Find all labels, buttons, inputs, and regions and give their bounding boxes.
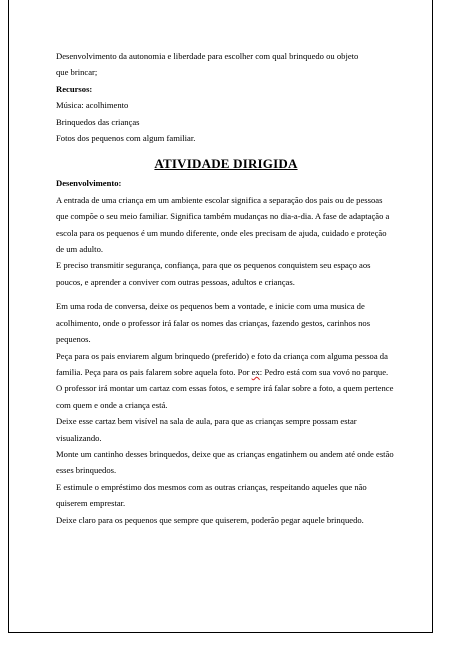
- spellcheck-mark: ex: [251, 366, 260, 377]
- paragraph-spacer: [56, 290, 396, 298]
- section-title: ATIVIDADE DIRIGIDA: [154, 156, 298, 172]
- paragraph-roda: Em uma roda de conversa, deixe os pequenos bem a vontade, e inicie com uma musica de acolhimento, onde o professor irá falar os nomes das crianças, fazendo gestos, carinhos nos pequenos.: [56, 301, 371, 345]
- recursos-heading: Recursos:: [56, 83, 93, 94]
- paragraph-brinquedo: [56, 348, 396, 381]
- paragraph-brinquedo-text: Peça para os pais enviarem algum brinquedo (preferido) e foto da criança com alguma pessoa da familia. Peça para os pais falarem sobre aquela foto. Por: [56, 350, 388, 377]
- paragraph-emprestimo: E estimule o empréstimo dos mesmos com as outras crianças, respeitando aqueles que não quiserem emprestar.: [56, 481, 367, 509]
- paragraph-seguranca: E preciso transmitir segurança, confiança, para que os pequenos conquistem seu espaço aos poucos, e aprender a conviver com outras pessoas, adultos e crianças.: [56, 260, 371, 287]
- document-body: [56, 48, 396, 528]
- objective-line-1: Desenvolvimento da autonomia e liberdade para escolher com qual brinquedo ou objeto: [56, 51, 359, 61]
- paragraph-brinquedo-text-end: : Pedro está com sua vovó no parque.: [259, 366, 389, 377]
- resource-item: Fotos dos pequenos com algum familiar.: [56, 133, 196, 144]
- development-heading: Desenvolvimento:: [56, 178, 122, 189]
- paragraph-cantinho: Monte um cantinho desses brinquedos, deixe que as crianças engatinhem ou andem até onde estão esses brinquedos.: [56, 448, 394, 476]
- resource-item: Brinquedos das crianças: [56, 116, 140, 127]
- paragraph-visivel: Deixe esse cartaz bem visível na sala de aula, para que as crianças sempre possam estar visualizando.: [56, 416, 357, 443]
- objective-line-2: que brincar;: [56, 67, 98, 78]
- document-page: [8, 0, 433, 633]
- resource-item: Música: acolhimento: [56, 100, 129, 111]
- paragraph-cartaz: O professor irá montar um cartaz com essas fotos, e sempre irá falar sobre a foto, a quem pertence com quem e onde a criança está.: [56, 383, 394, 410]
- paragraph-claro: Deixe claro para os pequenos que sempre que quiserem, poderão pegar aquele brinquedo.: [56, 514, 364, 525]
- paragraph-entrada: A entrada de uma criança em um ambiente escolar significa a separação dos pais ou de pessoas que compõe o seu meio familiar. Significa também mudanças no dia-a-dia. A fase de adaptação a escola para os pequenos é um mundo diferente, onde eles precisam de ajuda, cuidado e proteção de um adulto.: [56, 194, 390, 255]
